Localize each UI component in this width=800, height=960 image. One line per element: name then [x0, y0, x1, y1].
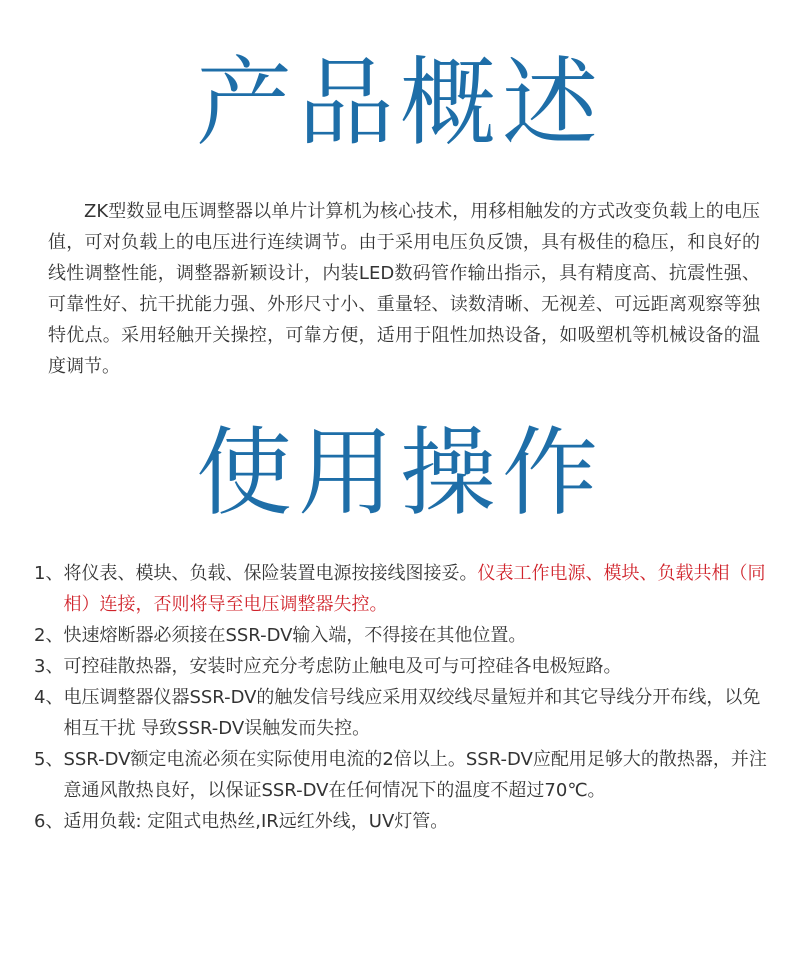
- list-item-text: 适用负载: 定阻式电热丝,IR远红外线，UV灯管。: [63, 811, 449, 832]
- list-item: [34, 651, 774, 682]
- product-overview-paragraph: ZK型数显电压调整器以单片计算机为核心技术，用移相触发的方式改变负载上的电压值，可对负载上的电压进行连续调节。由于采用电压负反馈，具有极佳的稳压，和良好的线性调整性能，调整器新颖设计，内装LED数码管作输出指示，具有精度高、抗震性强、可靠性好、抗干扰能力强、外形尺寸小、重量轻、读数清晰、无视差、可远距离观察等独特优点。采用轻触开关操控，可靠方便，适用于阻性加热设备，如吸塑机等机械设备的温度调节。: [48, 201, 760, 377]
- usage-operation-title: 使用操作: [196, 417, 604, 529]
- list-item-number: 4、: [34, 687, 64, 708]
- list-item-number: 5、: [34, 749, 64, 770]
- list-item-number: 2、: [34, 625, 64, 646]
- list-item-number: 6、: [34, 811, 64, 832]
- list-item-text: 快速熔断器必须接在SSR-DV输入端，不得接在其他位置。: [63, 625, 527, 646]
- list-item-text: 可控硅散热器，安装时应充分考虑防止触电及可与可控硅各电极短路。: [63, 656, 622, 677]
- list-item: [34, 806, 774, 837]
- list-item-text: 将仪表、模块、负载、保险装置电源按接线图接妥。: [63, 563, 478, 584]
- list-item-text: SSR-DV额定电流必须在实际使用电流的2倍以上。SSR-DV应配用足够大的散热器，并注意通风散热良好，以保证SSR-DV在任何情况下的温度不超过70℃。: [63, 749, 767, 801]
- list-item-text: 电压调整器仪器SSR-DV的触发信号线应采用双绞线尽量短并和其它导线分开布线，以免相互干扰 导致SSR-DV误触发而失控。: [63, 687, 761, 739]
- product-overview-title: 产品概述: [196, 47, 604, 159]
- warning-text: 仪表工作电源、模块、负载共相（同相）连接，否则将导至电压调整器失控。: [63, 563, 766, 615]
- usage-operation-list: [34, 558, 774, 837]
- list-item: [34, 558, 774, 620]
- list-item-number: 1、: [34, 563, 64, 584]
- list-item-number: 3、: [34, 656, 64, 677]
- list-item: [34, 620, 774, 651]
- list-item: [34, 744, 774, 806]
- list-item: [34, 682, 774, 744]
